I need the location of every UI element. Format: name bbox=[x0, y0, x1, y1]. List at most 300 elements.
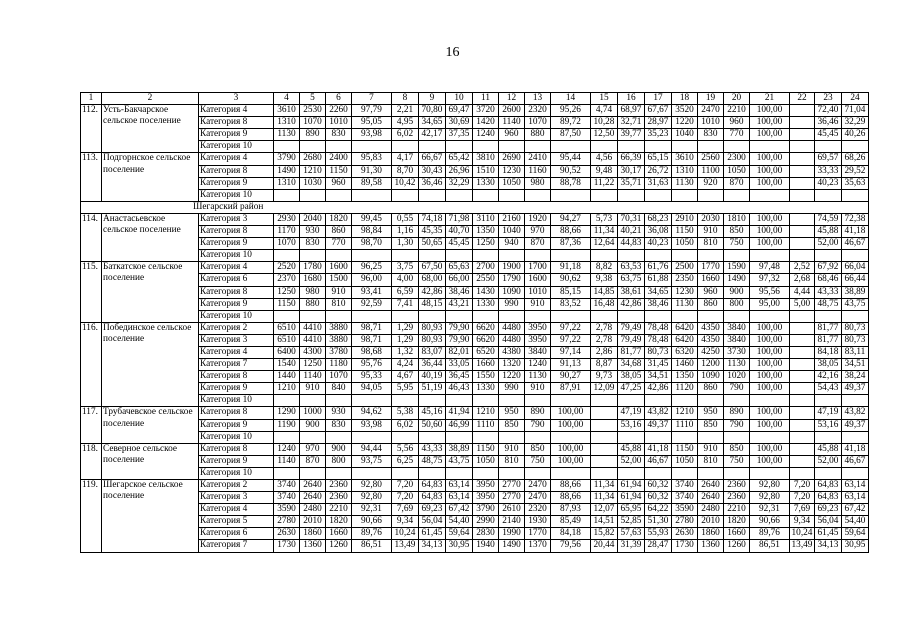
value-cell: 87,36 bbox=[551, 238, 591, 250]
value-cell: 750 bbox=[724, 238, 750, 250]
value-cell: 3810 bbox=[473, 153, 499, 165]
value-cell: 90,62 bbox=[551, 274, 591, 286]
value-cell: 1050 bbox=[672, 238, 698, 250]
value-cell: 960 bbox=[698, 286, 724, 298]
value-cell bbox=[842, 310, 869, 322]
value-cell: 1210 bbox=[274, 383, 300, 395]
value-cell: 970 bbox=[300, 443, 326, 455]
value-cell bbox=[790, 117, 815, 129]
value-cell: 1070 bbox=[326, 371, 352, 383]
value-cell: 1110 bbox=[473, 419, 499, 431]
value-cell: 2320 bbox=[525, 504, 551, 516]
value-cell: 2300 bbox=[724, 153, 750, 165]
value-cell bbox=[551, 431, 591, 443]
value-cell: 26,72 bbox=[645, 165, 672, 177]
table-row bbox=[81, 431, 869, 443]
category-cell: Категория 3 bbox=[199, 492, 274, 504]
value-cell: 1130 bbox=[724, 359, 750, 371]
value-cell: 1600 bbox=[326, 262, 352, 274]
value-cell: 42,86 bbox=[419, 286, 446, 298]
settlement-name: Трубачевское сельское поселение bbox=[102, 407, 199, 443]
value-cell: 46,67 bbox=[645, 455, 672, 467]
value-cell: 80,73 bbox=[842, 322, 869, 334]
value-cell: 78,48 bbox=[645, 334, 672, 346]
value-cell: 5,38 bbox=[392, 407, 419, 419]
value-cell: 43,82 bbox=[645, 407, 672, 419]
settlement-number: 117. bbox=[81, 407, 102, 443]
value-cell: 1320 bbox=[499, 359, 525, 371]
value-cell: 1680 bbox=[300, 274, 326, 286]
value-cell: 100,00 bbox=[750, 129, 790, 141]
value-cell: 100,00 bbox=[750, 226, 790, 238]
value-cell: 79,49 bbox=[618, 322, 645, 334]
value-cell: 89,72 bbox=[551, 117, 591, 129]
value-cell: 1100 bbox=[698, 165, 724, 177]
header-cell: 21 bbox=[750, 93, 790, 105]
value-cell: 93,98 bbox=[352, 419, 392, 431]
settlement-name: Северное сельское поселение bbox=[102, 443, 199, 479]
value-cell: 7,20 bbox=[392, 492, 419, 504]
value-cell: 87,50 bbox=[551, 129, 591, 141]
value-cell: 8,87 bbox=[591, 359, 618, 371]
value-cell: 80,73 bbox=[645, 346, 672, 358]
value-cell: 100,00 bbox=[750, 443, 790, 455]
value-cell: 1210 bbox=[300, 165, 326, 177]
value-cell bbox=[274, 141, 300, 153]
value-cell bbox=[842, 395, 869, 407]
value-cell bbox=[645, 189, 672, 201]
value-cell: 2520 bbox=[274, 262, 300, 274]
value-cell: 1,29 bbox=[392, 322, 419, 334]
value-cell bbox=[672, 189, 698, 201]
value-cell bbox=[419, 431, 446, 443]
value-cell: 1220 bbox=[499, 371, 525, 383]
value-cell: 1260 bbox=[724, 540, 750, 552]
value-cell: 2550 bbox=[473, 274, 499, 286]
value-cell bbox=[790, 177, 815, 189]
value-cell bbox=[790, 395, 815, 407]
value-cell bbox=[525, 189, 551, 201]
value-cell: 5,73 bbox=[591, 213, 618, 225]
value-cell: 6510 bbox=[274, 334, 300, 346]
value-cell bbox=[618, 250, 645, 262]
value-cell bbox=[274, 467, 300, 479]
value-cell bbox=[591, 431, 618, 443]
value-cell: 870 bbox=[300, 455, 326, 467]
value-cell: 1030 bbox=[300, 177, 326, 189]
table-row bbox=[81, 455, 869, 467]
value-cell: 3950 bbox=[525, 322, 551, 334]
value-cell bbox=[724, 310, 750, 322]
value-cell: 92,80 bbox=[352, 480, 392, 492]
value-cell: 1550 bbox=[473, 371, 499, 383]
value-cell: 72,40 bbox=[815, 105, 842, 117]
value-cell: 41,18 bbox=[842, 443, 869, 455]
value-cell: 1180 bbox=[326, 359, 352, 371]
header-cell: 7 bbox=[352, 93, 392, 105]
value-cell: 60,32 bbox=[645, 492, 672, 504]
header-cell: 16 bbox=[618, 93, 645, 105]
value-cell: 1070 bbox=[274, 238, 300, 250]
value-cell: 66,44 bbox=[842, 274, 869, 286]
value-cell: 61,94 bbox=[618, 480, 645, 492]
value-cell: 1050 bbox=[672, 455, 698, 467]
value-cell: 930 bbox=[326, 407, 352, 419]
value-cell: 78,48 bbox=[645, 322, 672, 334]
value-cell: 1150 bbox=[274, 298, 300, 310]
value-cell: 13,49 bbox=[392, 540, 419, 552]
value-cell bbox=[591, 250, 618, 262]
value-cell: 2640 bbox=[698, 480, 724, 492]
value-cell: 2700 bbox=[473, 262, 499, 274]
value-cell bbox=[645, 141, 672, 153]
value-cell: 9,34 bbox=[392, 516, 419, 528]
value-cell: 1090 bbox=[499, 286, 525, 298]
value-cell bbox=[446, 467, 473, 479]
category-cell: Категория 10 bbox=[199, 431, 274, 443]
value-cell: 95,33 bbox=[352, 371, 392, 383]
table-row bbox=[81, 117, 869, 129]
value-cell: 85,15 bbox=[551, 286, 591, 298]
value-cell: 1050 bbox=[473, 455, 499, 467]
value-cell bbox=[326, 467, 352, 479]
value-cell: 13,49 bbox=[790, 540, 815, 552]
value-cell: 100,00 bbox=[750, 407, 790, 419]
value-cell: 8,82 bbox=[591, 262, 618, 274]
value-cell: 48,75 bbox=[815, 298, 842, 310]
value-cell: 1810 bbox=[724, 213, 750, 225]
value-cell: 34,65 bbox=[419, 117, 446, 129]
value-cell: 100,00 bbox=[750, 346, 790, 358]
value-cell: 1250 bbox=[274, 286, 300, 298]
district-heading: Шегарский район bbox=[81, 201, 869, 213]
value-cell: 93,75 bbox=[352, 455, 392, 467]
value-cell bbox=[672, 141, 698, 153]
table-row bbox=[81, 238, 869, 250]
value-cell: 55,93 bbox=[645, 528, 672, 540]
value-cell: 28,97 bbox=[645, 117, 672, 129]
value-cell: 3730 bbox=[724, 346, 750, 358]
settlement-number: 112. bbox=[81, 105, 102, 153]
table-row bbox=[81, 189, 869, 201]
value-cell bbox=[724, 431, 750, 443]
value-cell: 870 bbox=[525, 238, 551, 250]
value-cell: 38,05 bbox=[618, 371, 645, 383]
value-cell: 42,16 bbox=[815, 371, 842, 383]
value-cell: 11,22 bbox=[591, 177, 618, 189]
value-cell bbox=[698, 250, 724, 262]
value-cell: 1000 bbox=[300, 407, 326, 419]
value-cell bbox=[672, 310, 698, 322]
value-cell: 1260 bbox=[326, 540, 352, 552]
table-row bbox=[81, 262, 869, 274]
value-cell: 40,23 bbox=[645, 238, 672, 250]
value-cell: 800 bbox=[724, 298, 750, 310]
value-cell: 38,89 bbox=[842, 286, 869, 298]
value-cell: 100,00 bbox=[750, 213, 790, 225]
value-cell bbox=[352, 395, 392, 407]
value-cell: 84,18 bbox=[815, 346, 842, 358]
value-cell: 4410 bbox=[300, 322, 326, 334]
value-cell: 95,26 bbox=[551, 105, 591, 117]
value-cell: 2010 bbox=[300, 516, 326, 528]
value-cell: 47,19 bbox=[618, 407, 645, 419]
value-cell: 66,39 bbox=[618, 153, 645, 165]
value-cell: 43,21 bbox=[446, 298, 473, 310]
value-cell: 7,20 bbox=[790, 480, 815, 492]
value-cell: 1070 bbox=[525, 117, 551, 129]
header-cell: 9 bbox=[419, 93, 446, 105]
value-cell: 26,96 bbox=[446, 165, 473, 177]
value-cell bbox=[618, 395, 645, 407]
value-cell: 3110 bbox=[473, 213, 499, 225]
value-cell: 9,38 bbox=[591, 274, 618, 286]
value-cell: 100,00 bbox=[750, 334, 790, 346]
value-cell: 40,70 bbox=[446, 226, 473, 238]
value-cell bbox=[790, 334, 815, 346]
value-cell: 1310 bbox=[274, 117, 300, 129]
value-cell: 81,77 bbox=[815, 334, 842, 346]
value-cell: 67,92 bbox=[815, 262, 842, 274]
value-cell: 32,29 bbox=[842, 117, 869, 129]
value-cell: 2360 bbox=[724, 480, 750, 492]
value-cell: 910 bbox=[698, 226, 724, 238]
table-row bbox=[81, 492, 869, 504]
value-cell: 67,42 bbox=[842, 504, 869, 516]
value-cell: 43,33 bbox=[815, 286, 842, 298]
value-cell bbox=[842, 431, 869, 443]
value-cell bbox=[300, 467, 326, 479]
category-cell: Категория 10 bbox=[199, 310, 274, 322]
value-cell: 80,93 bbox=[419, 334, 446, 346]
value-cell bbox=[326, 250, 352, 262]
value-cell bbox=[591, 443, 618, 455]
value-cell: 1360 bbox=[698, 540, 724, 552]
value-cell: 88,66 bbox=[551, 226, 591, 238]
value-cell: 1200 bbox=[698, 359, 724, 371]
value-cell: 34,51 bbox=[842, 359, 869, 371]
value-cell: 68,46 bbox=[815, 274, 842, 286]
value-cell: 2,68 bbox=[790, 274, 815, 286]
value-cell: 45,16 bbox=[419, 407, 446, 419]
settlement-number: 114. bbox=[81, 213, 102, 261]
value-cell: 97,14 bbox=[551, 346, 591, 358]
value-cell: 95,76 bbox=[352, 359, 392, 371]
value-cell bbox=[352, 431, 392, 443]
value-cell: 1010 bbox=[326, 117, 352, 129]
value-cell: 880 bbox=[525, 129, 551, 141]
value-cell bbox=[618, 431, 645, 443]
value-cell bbox=[551, 395, 591, 407]
value-cell: 100,00 bbox=[750, 371, 790, 383]
value-cell: 4,95 bbox=[392, 117, 419, 129]
value-cell: 47,25 bbox=[618, 383, 645, 395]
value-cell bbox=[790, 359, 815, 371]
value-cell bbox=[790, 189, 815, 201]
value-cell: 89,76 bbox=[750, 528, 790, 540]
value-cell: 1790 bbox=[499, 274, 525, 286]
value-cell: 7,41 bbox=[392, 298, 419, 310]
value-cell bbox=[815, 395, 842, 407]
value-cell: 40,21 bbox=[618, 226, 645, 238]
value-cell: 49,37 bbox=[842, 383, 869, 395]
value-cell: 3740 bbox=[274, 492, 300, 504]
value-cell: 33,33 bbox=[815, 165, 842, 177]
value-cell: 53,16 bbox=[618, 419, 645, 431]
table-row bbox=[81, 250, 869, 262]
value-cell: 2210 bbox=[724, 504, 750, 516]
value-cell bbox=[645, 431, 672, 443]
value-cell: 1490 bbox=[499, 540, 525, 552]
value-cell: 1510 bbox=[473, 165, 499, 177]
value-cell: 34,65 bbox=[645, 286, 672, 298]
value-cell: 790 bbox=[724, 419, 750, 431]
value-cell: 1330 bbox=[473, 298, 499, 310]
value-cell: 38,46 bbox=[446, 286, 473, 298]
value-cell: 4,00 bbox=[392, 274, 419, 286]
value-cell bbox=[698, 141, 724, 153]
value-cell bbox=[499, 395, 525, 407]
value-cell bbox=[815, 250, 842, 262]
value-cell: 6420 bbox=[672, 334, 698, 346]
value-cell: 100,00 bbox=[750, 383, 790, 395]
value-cell: 92,59 bbox=[352, 298, 392, 310]
value-cell: 91,13 bbox=[551, 359, 591, 371]
value-cell: 98,68 bbox=[352, 346, 392, 358]
value-cell: 1350 bbox=[473, 226, 499, 238]
value-cell: 2010 bbox=[698, 516, 724, 528]
value-cell: 97,48 bbox=[750, 262, 790, 274]
value-cell: 70,31 bbox=[618, 213, 645, 225]
value-cell: 92,80 bbox=[352, 492, 392, 504]
value-cell bbox=[274, 431, 300, 443]
value-cell bbox=[446, 141, 473, 153]
value-cell bbox=[618, 189, 645, 201]
value-cell: 2350 bbox=[672, 274, 698, 286]
value-cell: 88,78 bbox=[551, 177, 591, 189]
value-cell bbox=[724, 141, 750, 153]
value-cell: 91,30 bbox=[352, 165, 392, 177]
value-cell: 1230 bbox=[499, 165, 525, 177]
value-cell: 63,75 bbox=[618, 274, 645, 286]
value-cell: 950 bbox=[698, 407, 724, 419]
value-cell bbox=[326, 141, 352, 153]
settlement-name: Анастасьевское сельское поселение bbox=[102, 213, 199, 261]
value-cell: 83,11 bbox=[842, 346, 869, 358]
value-cell bbox=[525, 431, 551, 443]
value-cell: 92,80 bbox=[750, 492, 790, 504]
value-cell: 68,26 bbox=[842, 153, 869, 165]
table-row bbox=[81, 480, 869, 492]
value-cell: 38,61 bbox=[618, 286, 645, 298]
value-cell bbox=[815, 431, 842, 443]
value-cell: 890 bbox=[724, 407, 750, 419]
value-cell: 41,18 bbox=[842, 226, 869, 238]
value-cell: 2780 bbox=[672, 516, 698, 528]
value-cell: 900 bbox=[300, 419, 326, 431]
value-cell: 83,52 bbox=[551, 298, 591, 310]
header-cell: 6 bbox=[326, 93, 352, 105]
value-cell: 1900 bbox=[499, 262, 525, 274]
value-cell: 2830 bbox=[473, 528, 499, 540]
value-cell: 69,23 bbox=[815, 504, 842, 516]
header-row bbox=[81, 93, 869, 105]
value-cell: 45,88 bbox=[815, 443, 842, 455]
value-cell: 38,05 bbox=[815, 359, 842, 371]
category-cell: Категория 8 bbox=[199, 407, 274, 419]
value-cell: 63,14 bbox=[842, 480, 869, 492]
value-cell: 1310 bbox=[274, 177, 300, 189]
value-cell: 790 bbox=[724, 383, 750, 395]
value-cell bbox=[724, 467, 750, 479]
settlement-name: Усть-Бакчарское сельское поселение bbox=[102, 105, 199, 153]
value-cell: 30,69 bbox=[446, 117, 473, 129]
value-cell bbox=[473, 395, 499, 407]
value-cell bbox=[392, 395, 419, 407]
value-cell bbox=[591, 407, 618, 419]
value-cell: 860 bbox=[698, 298, 724, 310]
value-cell: 3590 bbox=[274, 504, 300, 516]
value-cell: 1350 bbox=[672, 371, 698, 383]
value-cell: 1420 bbox=[473, 117, 499, 129]
table-row bbox=[81, 419, 869, 431]
value-cell: 64,83 bbox=[419, 480, 446, 492]
value-cell: 930 bbox=[300, 226, 326, 238]
settlement-statistics-table bbox=[80, 92, 869, 553]
value-cell bbox=[473, 141, 499, 153]
value-cell: 2360 bbox=[326, 492, 352, 504]
value-cell: 35,63 bbox=[842, 177, 869, 189]
category-cell: Категория 7 bbox=[199, 359, 274, 371]
value-cell: 91,18 bbox=[551, 262, 591, 274]
value-cell bbox=[591, 467, 618, 479]
value-cell bbox=[645, 395, 672, 407]
settlement-name: Подгорнское сельское поселение bbox=[102, 153, 199, 201]
value-cell bbox=[392, 467, 419, 479]
value-cell: 920 bbox=[698, 177, 724, 189]
value-cell bbox=[790, 213, 815, 225]
value-cell: 47,19 bbox=[815, 407, 842, 419]
value-cell bbox=[790, 129, 815, 141]
value-cell: 71,04 bbox=[842, 105, 869, 117]
category-cell: Категория 8 bbox=[199, 165, 274, 177]
category-cell: Категория 7 bbox=[199, 540, 274, 552]
value-cell: 11,34 bbox=[591, 480, 618, 492]
value-cell: 40,26 bbox=[842, 129, 869, 141]
value-cell: 850 bbox=[724, 226, 750, 238]
value-cell: 42,86 bbox=[618, 298, 645, 310]
value-cell: 98,70 bbox=[352, 238, 392, 250]
value-cell: 54,43 bbox=[815, 383, 842, 395]
value-cell: 1490 bbox=[724, 274, 750, 286]
value-cell: 950 bbox=[499, 407, 525, 419]
value-cell: 43,33 bbox=[419, 443, 446, 455]
value-cell: 86,51 bbox=[352, 540, 392, 552]
value-cell: 42,17 bbox=[419, 129, 446, 141]
value-cell: 39,77 bbox=[618, 129, 645, 141]
value-cell: 4250 bbox=[698, 346, 724, 358]
value-cell: 59,64 bbox=[842, 528, 869, 540]
header-cell: 24 bbox=[842, 93, 869, 105]
value-cell: 35,23 bbox=[645, 129, 672, 141]
value-cell: 68,00 bbox=[419, 274, 446, 286]
value-cell: 29,52 bbox=[842, 165, 869, 177]
value-cell: 810 bbox=[499, 455, 525, 467]
value-cell: 88,66 bbox=[551, 492, 591, 504]
value-cell bbox=[790, 431, 815, 443]
value-cell: 50,65 bbox=[419, 238, 446, 250]
value-cell: 1820 bbox=[326, 516, 352, 528]
